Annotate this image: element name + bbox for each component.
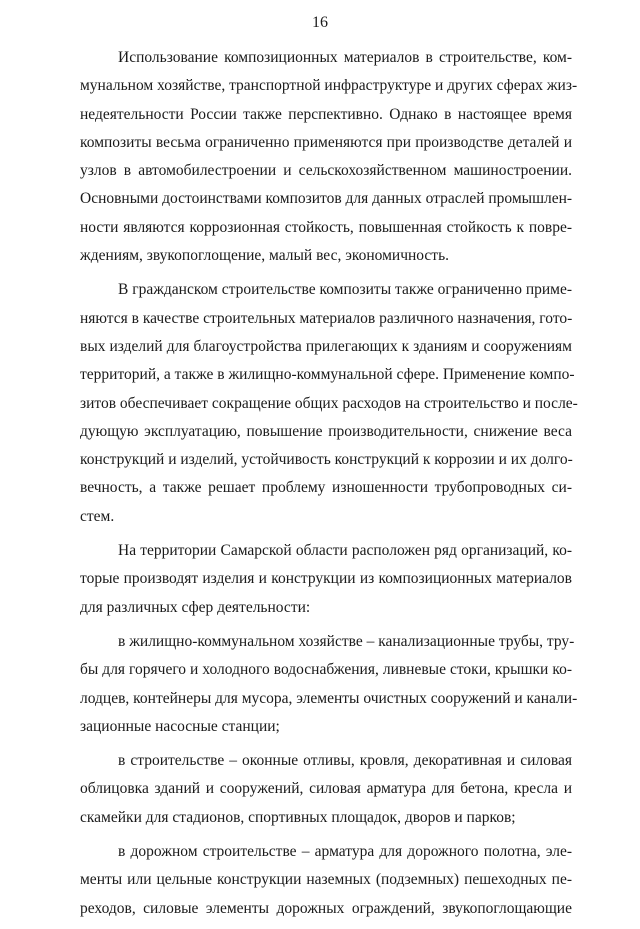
text-line: На территории Самарской области расположен ряд организаций, ко- bbox=[118, 542, 572, 560]
paragraph bbox=[80, 838, 572, 923]
text-line: зационные насосные станции; bbox=[80, 717, 280, 735]
text-line: облицовка зданий и сооружений, силовая арматура для бетона, кресла и bbox=[80, 780, 572, 798]
text-line: Использование композиционных материалов в строительстве, ком- bbox=[118, 49, 572, 66]
text-line: вечность, а также решает проблему изношенности трубопроводных си- bbox=[80, 479, 572, 497]
page-number: 16 bbox=[312, 14, 328, 31]
text-line: в строительстве – оконные отливы, кровля, декоративная и силовая bbox=[118, 752, 572, 770]
text-line: вых изделий для благоустройства прилегающих к зданиям и сооружениям bbox=[80, 337, 572, 355]
text-line: зитов обеспечивает сокращение общих расходов на строительство и после- bbox=[80, 394, 578, 412]
paragraph bbox=[80, 747, 572, 832]
text-line: в жилищно-коммунальном хозяйстве – канализационные трубы, тру- bbox=[118, 632, 575, 650]
text-line: ности являются коррозионная стойкость, повышенная стойкость к повре- bbox=[80, 218, 572, 236]
text-line: в дорожном строительстве – арматура для дорожного полотна, эле- bbox=[118, 843, 572, 861]
text-line: для различных сфер деятельности: bbox=[80, 598, 311, 616]
document-body bbox=[80, 44, 578, 929]
text-line: торые производят изделия и конструкции из композиционных материалов bbox=[80, 570, 572, 588]
paragraph bbox=[80, 537, 572, 622]
text-line: территорий, а также в жилищно-коммунальной сфере. Применение компо- bbox=[80, 366, 575, 384]
text-line: конструкций и изделий, устойчивость конструкций к коррозии и их долго- bbox=[80, 451, 573, 469]
text-line: няются в качестве строительных материалов различного назначения, гото- bbox=[80, 309, 573, 327]
text-line: реходов, силовые элементы дорожных ограждений, звукопоглощающие bbox=[80, 899, 572, 917]
text-line: недеятельности России также перспективно. Однако в настоящее время bbox=[80, 105, 572, 123]
text-line: бы для горячего и холодного водоснабжения, ливневые стоки, крышки ко- bbox=[80, 661, 572, 679]
text-line: В гражданском строительстве композиты также ограниченно приме- bbox=[118, 281, 573, 299]
text-line: Основными достоинствами композитов для данных отраслей промышлен- bbox=[80, 190, 573, 208]
text-line: менты или цельные конструкции наземных (подземных) пешеходных пе- bbox=[80, 871, 572, 889]
paragraph bbox=[80, 276, 578, 531]
text-line: дующую эксплуатацию, повышение производительности, снижение веса bbox=[80, 422, 572, 440]
text-line: узлов в автомобилестроении и сельскохозяйственном машиностроении. bbox=[80, 162, 572, 180]
text-line: ждениям, звукопоглощение, малый вес, экономичность. bbox=[80, 247, 450, 265]
text-line: лодцев, контейнеры для мусора, элементы очистных сооружений и канали- bbox=[80, 689, 578, 707]
text-line: мунальном хозяйстве, транспортной инфраструктуре и других сферах жиз- bbox=[80, 77, 578, 95]
paragraph bbox=[80, 628, 578, 741]
paragraph bbox=[80, 44, 578, 270]
text-line: композиты весьма ограниченно применяются при производстве деталей и bbox=[80, 133, 572, 151]
text-line: стем. bbox=[80, 507, 115, 525]
text-line: скамейки для стадионов, спортивных площадок, дворов и парков; bbox=[80, 808, 516, 826]
